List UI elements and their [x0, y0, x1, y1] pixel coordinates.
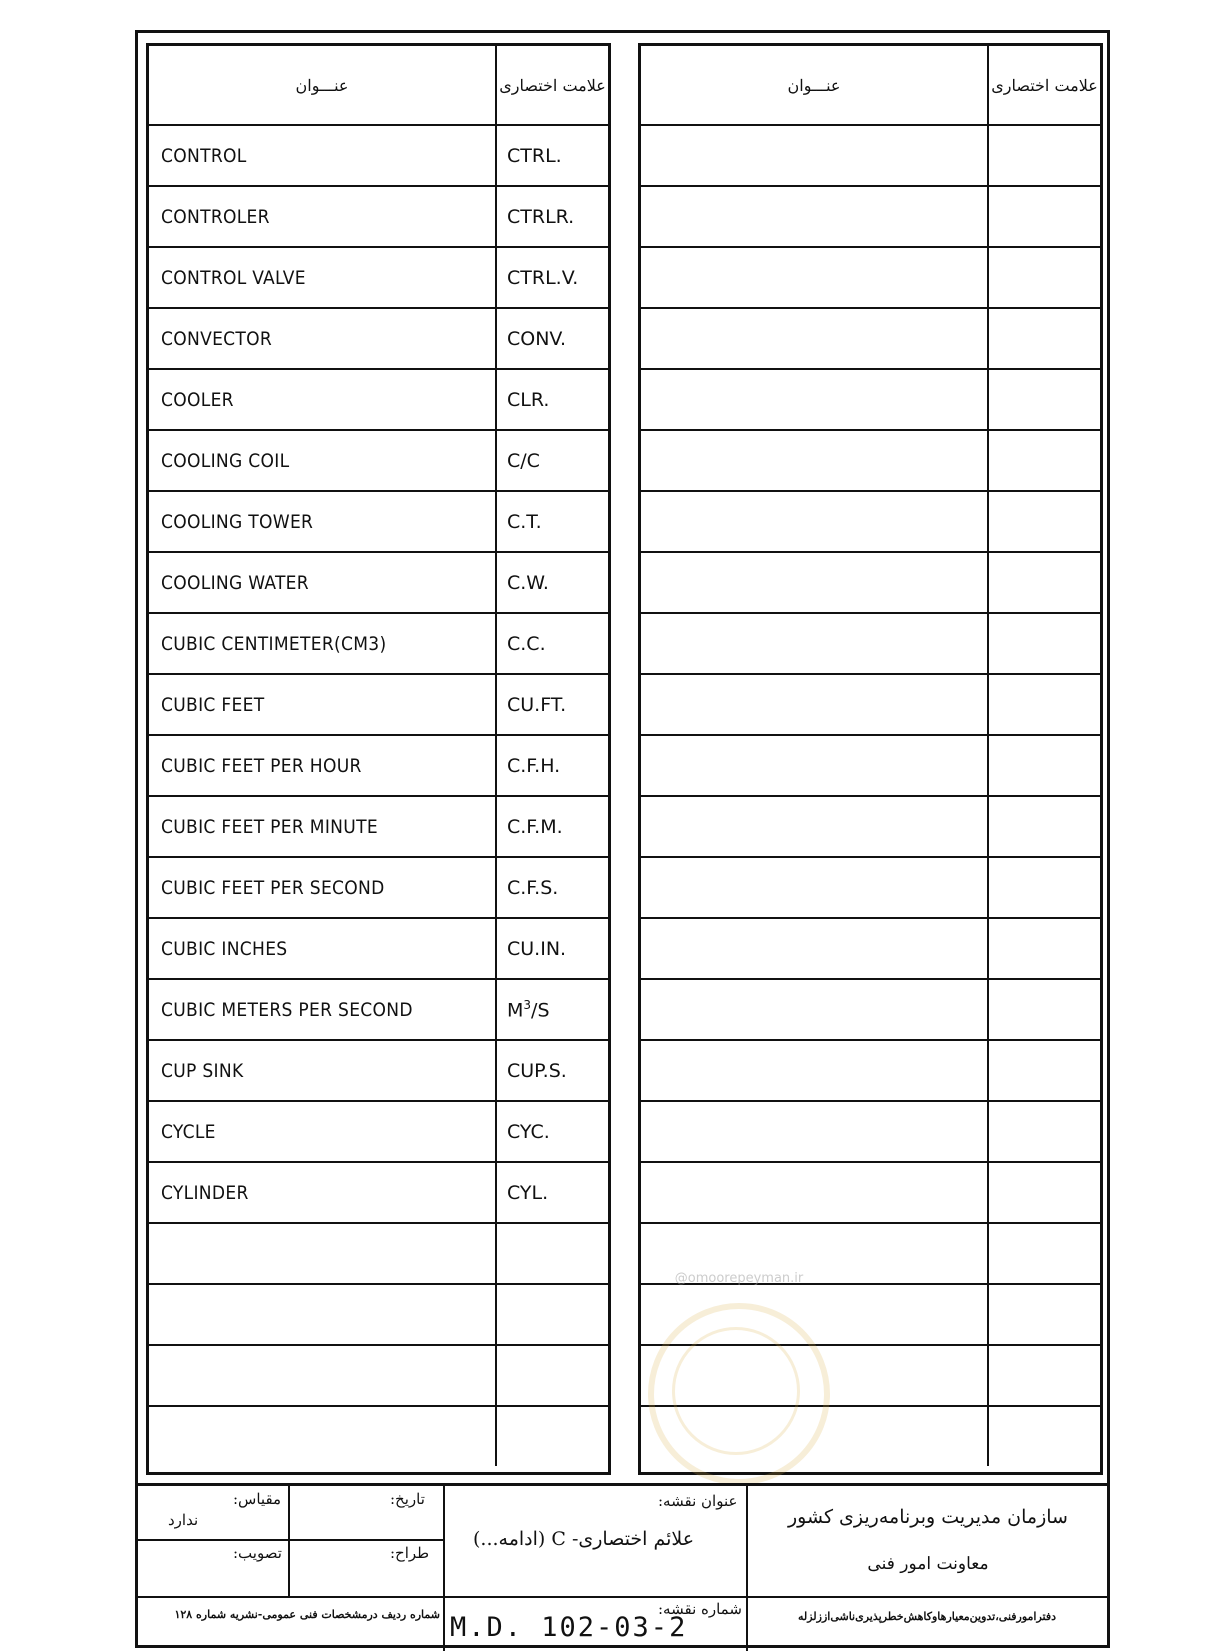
empty-cell	[988, 796, 1100, 857]
table-row	[149, 125, 608, 186]
empty-cell	[988, 1345, 1100, 1406]
empty-cell	[641, 979, 988, 1040]
empty-row	[641, 735, 1100, 796]
abbr-base: M	[507, 999, 524, 1022]
title-block	[138, 1483, 1107, 1651]
designer-label: طراح:	[390, 1544, 430, 1562]
empty-cell	[149, 1223, 496, 1284]
table-row	[149, 552, 608, 613]
empty-cell	[641, 369, 988, 430]
row-abbreviation	[496, 979, 608, 1040]
row-abbreviation: CYC.	[496, 1101, 608, 1162]
empty-cell	[988, 674, 1100, 735]
table-row	[149, 857, 608, 918]
empty-cell	[641, 1162, 988, 1223]
row-title: CUBIC FEET PER SECOND	[149, 857, 496, 918]
row-abbreviation: CU.IN.	[496, 918, 608, 979]
row-title: COOLING TOWER	[149, 491, 496, 552]
empty-cell	[988, 125, 1100, 186]
empty-cell	[988, 1223, 1100, 1284]
watermark-seal	[648, 1271, 830, 1485]
empty-cell	[641, 186, 988, 247]
empty-cell	[641, 491, 988, 552]
empty-cell	[988, 857, 1100, 918]
watermark-site: @omoorepeyman.ir	[674, 1271, 804, 1286]
empty-cell	[496, 1406, 608, 1466]
empty-row	[641, 613, 1100, 674]
table-row	[149, 186, 608, 247]
date-label: تاریخ:	[390, 1490, 425, 1508]
empty-cell	[641, 735, 988, 796]
empty-row	[641, 186, 1100, 247]
table-row	[149, 735, 608, 796]
row-abbreviation: CTRLR.	[496, 186, 608, 247]
empty-cell	[988, 430, 1100, 491]
row-abbreviation: CTRL.	[496, 125, 608, 186]
abbr-exponent: 3	[523, 997, 532, 1012]
empty-row	[641, 430, 1100, 491]
empty-row	[641, 491, 1100, 552]
organization-name: سازمان مدیریت وبرنامه‌ریزی کشور	[788, 1506, 1068, 1528]
empty-cell	[641, 796, 988, 857]
empty-cell	[641, 918, 988, 979]
row-abbreviation: C.T.	[496, 491, 608, 552]
row-abbreviation: C/C	[496, 430, 608, 491]
empty-row	[641, 308, 1100, 369]
empty-cell	[988, 1162, 1100, 1223]
empty-cell	[496, 1223, 608, 1284]
table-row	[149, 918, 608, 979]
table-row	[149, 674, 608, 735]
empty-cell	[988, 735, 1100, 796]
empty-cell	[988, 186, 1100, 247]
table-row	[149, 1162, 608, 1223]
empty-row	[641, 1101, 1100, 1162]
row-title: CONTROL	[149, 125, 496, 186]
title-column-header: عنـــوان	[149, 46, 496, 125]
empty-cell	[988, 918, 1100, 979]
row-title: CONVECTOR	[149, 308, 496, 369]
empty-cell	[988, 1101, 1100, 1162]
left-table	[149, 46, 608, 1466]
row-abbreviation: CYL.	[496, 1162, 608, 1223]
empty-row	[641, 674, 1100, 735]
row-title: CYCLE	[149, 1101, 496, 1162]
table-row	[149, 613, 608, 674]
empty-cell	[496, 1345, 608, 1406]
empty-cell	[641, 308, 988, 369]
empty-cell	[641, 613, 988, 674]
table-row	[149, 979, 608, 1040]
empty-cell	[988, 247, 1100, 308]
organization-deputy: معاونت امور فنی	[867, 1554, 989, 1574]
drawing-number-label: شماره نقشه:	[658, 1600, 742, 1618]
empty-row	[641, 857, 1100, 918]
empty-row	[149, 1406, 608, 1466]
empty-row	[641, 796, 1100, 857]
empty-cell	[988, 979, 1100, 1040]
table-row	[149, 796, 608, 857]
empty-row	[149, 1223, 608, 1284]
abbreviation-column-header: علامت اختصاری	[988, 46, 1100, 125]
row-abbreviation: CUP.S.	[496, 1040, 608, 1101]
table-row	[149, 1101, 608, 1162]
empty-cell	[988, 369, 1100, 430]
row-abbreviation: C.W.	[496, 552, 608, 613]
empty-cell	[988, 1406, 1100, 1466]
empty-cell	[641, 1101, 988, 1162]
header-row	[149, 46, 608, 125]
row-abbreviation: C.F.H.	[496, 735, 608, 796]
abbreviation-column-header: علامت اختصاری	[496, 46, 608, 125]
empty-row	[149, 1345, 608, 1406]
empty-row	[641, 247, 1100, 308]
row-title: CONTROL VALVE	[149, 247, 496, 308]
empty-cell	[149, 1345, 496, 1406]
table-row	[149, 369, 608, 430]
empty-row	[641, 1040, 1100, 1101]
row-title: CUBIC FEET PER MINUTE	[149, 796, 496, 857]
drawing-sheet	[135, 30, 1110, 1648]
approval-label: تصویب:	[233, 1544, 282, 1562]
empty-cell	[496, 1284, 608, 1345]
scale-value: ندارد	[168, 1511, 199, 1529]
abbr-tail: /S	[531, 999, 550, 1022]
row-abbreviation: C.F.S.	[496, 857, 608, 918]
table-row	[149, 1040, 608, 1101]
table-row	[149, 308, 608, 369]
row-abbreviation: CONV.	[496, 308, 608, 369]
empty-cell	[988, 1284, 1100, 1345]
drawing-number: M.D. 102-03-2	[450, 1612, 688, 1643]
empty-cell	[641, 247, 988, 308]
empty-row	[641, 979, 1100, 1040]
empty-cell	[641, 552, 988, 613]
left-abbreviation-table	[146, 43, 611, 1475]
empty-cell	[988, 613, 1100, 674]
empty-cell	[641, 857, 988, 918]
empty-cell	[641, 125, 988, 186]
empty-row	[641, 369, 1100, 430]
table-row	[149, 247, 608, 308]
row-abbreviation: C.F.M.	[496, 796, 608, 857]
empty-row	[149, 1284, 608, 1345]
row-title: COOLING COIL	[149, 430, 496, 491]
empty-row	[641, 918, 1100, 979]
row-title: CUP SINK	[149, 1040, 496, 1101]
row-title: CUBIC FEET	[149, 674, 496, 735]
title-column-header: عنـــوان	[641, 46, 988, 125]
empty-row	[641, 1162, 1100, 1223]
empty-cell	[988, 308, 1100, 369]
row-title: CONTROLER	[149, 186, 496, 247]
empty-row	[641, 125, 1100, 186]
empty-cell	[988, 491, 1100, 552]
empty-cell	[988, 552, 1100, 613]
row-title: CUBIC INCHES	[149, 918, 496, 979]
spec-row-reference: شماره ردیف درمشخصات فنی عمومی-نشریه شماره ۱۲۸	[174, 1608, 440, 1621]
table-row	[149, 491, 608, 552]
row-title: CUBIC FEET PER HOUR	[149, 735, 496, 796]
empty-cell	[641, 430, 988, 491]
seal-inner-ring	[672, 1327, 800, 1455]
empty-cell	[641, 674, 988, 735]
row-title: COOLER	[149, 369, 496, 430]
row-abbreviation: C.C.	[496, 613, 608, 674]
header-row	[641, 46, 1100, 125]
row-title: CYLINDER	[149, 1162, 496, 1223]
empty-cell	[988, 1040, 1100, 1101]
row-abbreviation: CTRL.V.	[496, 247, 608, 308]
row-abbreviation: CU.FT.	[496, 674, 608, 735]
scale-label: مقیاس:	[233, 1490, 282, 1508]
drawing-title-label: عنوان نقشه:	[658, 1492, 738, 1510]
organization-office: دفترامورفنی،تدوین‌معیارهاوکاهش‌خطرپذیری‌ناشی‌اززلزله	[797, 1610, 1057, 1623]
empty-cell	[149, 1406, 496, 1466]
empty-cell	[149, 1284, 496, 1345]
empty-cell	[641, 1040, 988, 1101]
empty-row	[641, 552, 1100, 613]
right-table	[641, 46, 1100, 1466]
row-title: CUBIC METERS PER SECOND	[149, 979, 496, 1040]
row-title: COOLING WATER	[149, 552, 496, 613]
drawing-title: علائم اختصاری- C (ادامه...)	[473, 1528, 695, 1550]
row-title: CUBIC CENTIMETER(CM3)	[149, 613, 496, 674]
table-row	[149, 430, 608, 491]
row-abbreviation: CLR.	[496, 369, 608, 430]
right-abbreviation-table	[638, 43, 1103, 1475]
